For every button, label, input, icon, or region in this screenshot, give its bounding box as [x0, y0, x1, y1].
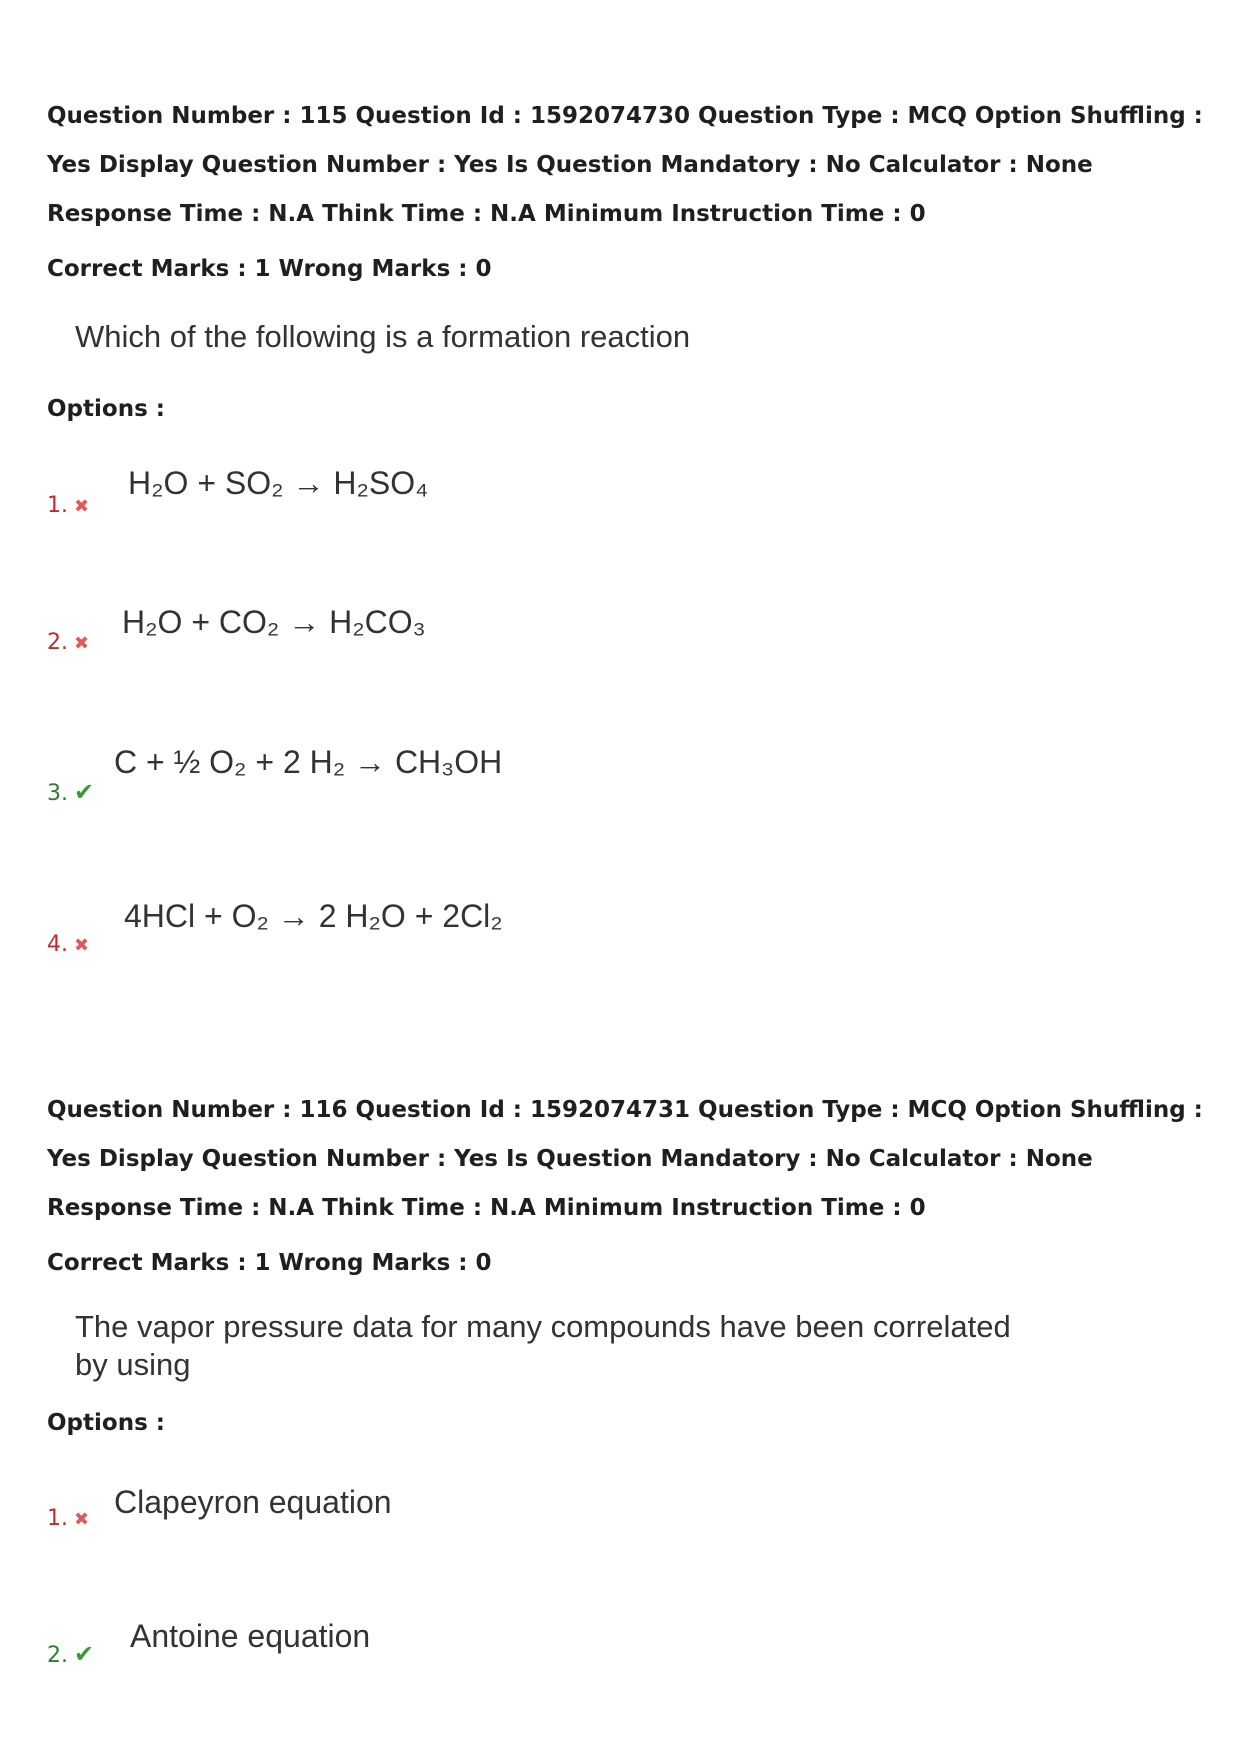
question-116-options-label: Options :	[47, 1410, 165, 1436]
wrong-icon: ✖	[74, 496, 90, 517]
question-115-marks: Correct Marks : 1 Wrong Marks : 0	[47, 256, 492, 282]
wrong-icon: ✖	[74, 633, 90, 654]
option-2-text: H₂O + CO₂ → H₂CO₃	[122, 604, 426, 640]
option-2-number: 2. ✖	[47, 630, 90, 655]
wrong-icon: ✖	[74, 935, 90, 956]
check-icon: ✔	[74, 1640, 95, 1668]
option-2-number: 2. ✔	[47, 1640, 95, 1668]
question-115-text: Which of the following is a formation reaction	[75, 319, 691, 354]
question-116-text-line-2: by using	[75, 1347, 191, 1382]
question-115-meta: Question Number : 115 Question Id : 1592074730 Question Type : MCQ Option Shuffling : Yes Display Question Number : Yes Is Question Mandatory : No Calculator : None Response Time : N.A Think Time : N.A Minimum Instruction Time : 0	[47, 103, 1203, 227]
question-116-text-line-1: The vapor pressure data for many compounds have been correlated	[75, 1309, 1011, 1344]
option-4-text: 4HCl + O₂ → 2 H₂O + 2Cl₂	[124, 898, 503, 934]
option-1-number: 1. ✖	[47, 1506, 90, 1531]
question-115-options-label: Options :	[47, 396, 165, 422]
question-116-marks: Correct Marks : 1 Wrong Marks : 0	[47, 1250, 492, 1276]
option-4-number: 4. ✖	[47, 932, 90, 957]
option-2-text: Antoine equation	[130, 1618, 371, 1654]
check-icon: ✔	[74, 778, 95, 806]
option-1-text: H₂O + SO₂ → H₂SO₄	[128, 465, 429, 501]
question-116-text	[75, 1308, 1011, 1384]
option-3-number: 3. ✔	[47, 778, 95, 806]
question-116-meta: Question Number : 116 Question Id : 1592074731 Question Type : MCQ Option Shuffling : Yes Display Question Number : Yes Is Question Mandatory : No Calculator : None Response Time : N.A Think Time : N.A Minimum Instruction Time : 0	[47, 1097, 1203, 1221]
option-1-text: Clapeyron equation	[114, 1484, 392, 1520]
option-3-text: C + ½ O₂ + 2 H₂ → CH₃OH	[114, 744, 503, 780]
option-1-number: 1. ✖	[47, 493, 90, 518]
wrong-icon: ✖	[74, 1509, 90, 1530]
